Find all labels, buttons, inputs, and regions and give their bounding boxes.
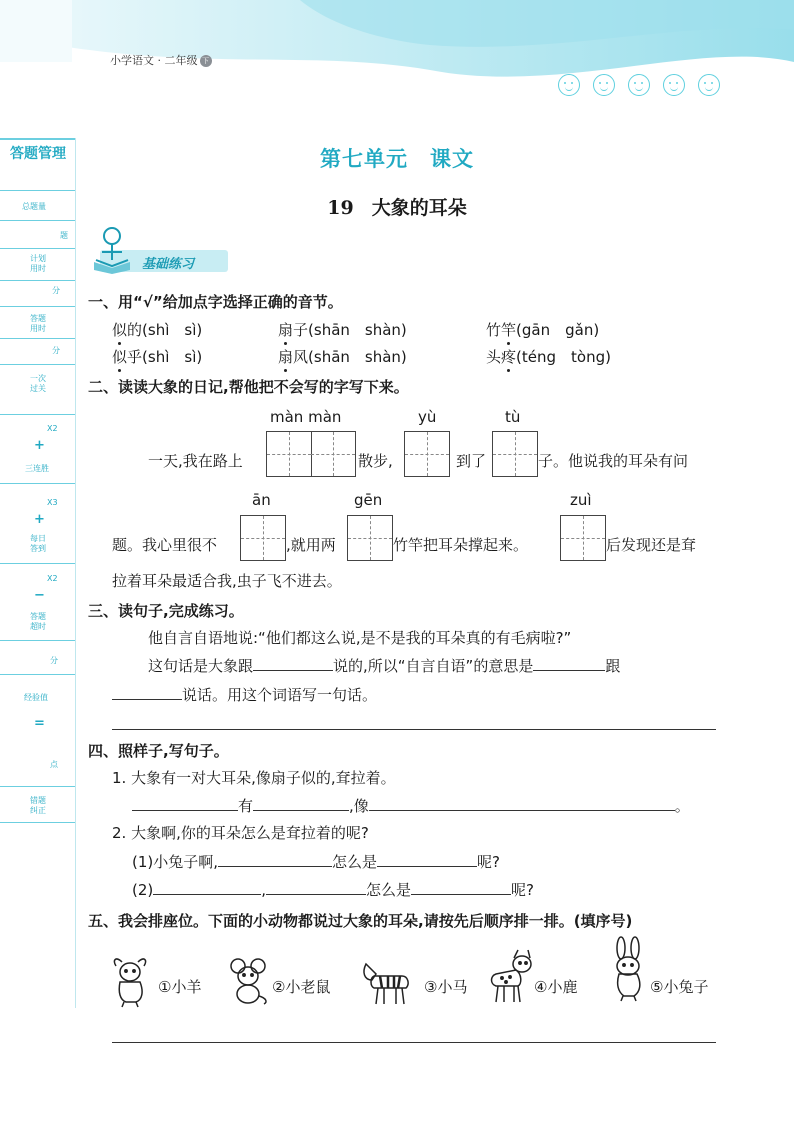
sidebar-unit: 分 bbox=[50, 656, 58, 665]
blank-3[interactable] bbox=[112, 685, 182, 700]
write-grid-tu[interactable] bbox=[492, 431, 538, 477]
sidebar-points: 点 bbox=[50, 760, 58, 769]
blank-8[interactable] bbox=[377, 852, 477, 867]
diary-line1-c: 到了 bbox=[456, 452, 487, 470]
q1-item-5: 扇风(shān shàn) bbox=[278, 348, 407, 366]
q1-item-6: 头疼(téng tòng) bbox=[486, 348, 611, 366]
sidebar-x2: X2 bbox=[47, 424, 58, 433]
diary-line2-d: 后发现还是耷 bbox=[606, 536, 697, 554]
q4-prompt: 四、照样子,写句子。 bbox=[88, 742, 229, 760]
q4-fill-3: (2) , 怎么是 呢? bbox=[132, 881, 535, 899]
lesson-title bbox=[0, 193, 794, 220]
smiley-icon bbox=[558, 74, 580, 96]
book-title: 小学语文 · 二年级 下册 bbox=[110, 52, 212, 68]
sidebar-daily-checkin: 每日答到 bbox=[30, 534, 46, 553]
sidebar-unit: 分 bbox=[52, 346, 60, 355]
q1-item-3: 竹竿(gān gǎn) bbox=[486, 321, 600, 339]
q1-item-1: 似的(shì sì) bbox=[112, 321, 203, 339]
sidebar-one-pass: 一次过关 bbox=[30, 374, 46, 393]
sidebar-streak: 三连胜 bbox=[25, 464, 49, 473]
q1-item-4: 似乎(shì sì) bbox=[112, 348, 203, 366]
smiley-icon bbox=[698, 74, 720, 96]
pinyin-gen: gēn bbox=[354, 491, 383, 509]
pinyin-tu: tù bbox=[505, 408, 521, 426]
animal-goat: ①小羊 bbox=[158, 978, 202, 996]
section-banner-label: 基础练习 bbox=[142, 257, 195, 272]
write-grid-manman[interactable] bbox=[266, 431, 356, 477]
sidebar-answer-time: 答题用时 bbox=[30, 314, 46, 333]
q4-example-1: 1. 大象有一对大耳朵,像扇子似的,耷拉着。 bbox=[112, 769, 396, 787]
answer-management-sidebar bbox=[0, 138, 76, 1008]
diary-line1-a: 一天,我在路上 bbox=[148, 452, 243, 470]
book-icon bbox=[88, 222, 136, 274]
unit-title: 第七单元 课文 bbox=[320, 147, 474, 171]
blank-9[interactable] bbox=[153, 880, 261, 895]
mouse-icon bbox=[226, 956, 270, 1006]
pinyin-manman: màn màn bbox=[270, 408, 342, 426]
q3-line1: 这句话是大象跟 说的,所以“自言自语”的意思是 跟 bbox=[148, 657, 621, 675]
blank-11[interactable] bbox=[411, 880, 511, 895]
q4-fill-1: 有 ,像 。 bbox=[132, 795, 690, 816]
plus-icon: + bbox=[34, 438, 45, 453]
q5-answer-line[interactable] bbox=[112, 1042, 716, 1043]
q1-prompt: 一、用“√”给加点字选择正确的音节。 bbox=[88, 293, 343, 311]
rabbit-icon bbox=[606, 936, 650, 1002]
sidebar-unit: 题 bbox=[60, 231, 68, 240]
sidebar-overtime: 答题超时 bbox=[30, 612, 46, 631]
write-grid-yu[interactable] bbox=[404, 431, 450, 477]
animal-mouse: ②小老鼠 bbox=[272, 978, 331, 996]
sidebar-error-correct: 错题纠正 bbox=[30, 796, 46, 815]
write-grid-zui[interactable] bbox=[560, 515, 606, 561]
sidebar-plan-time: 计划用时 bbox=[30, 254, 46, 273]
deer-icon bbox=[484, 944, 540, 1004]
q3-prompt: 三、读句子,完成练习。 bbox=[88, 602, 244, 620]
minus-icon: − bbox=[34, 588, 45, 603]
blank-6[interactable] bbox=[369, 796, 675, 811]
blank-7[interactable] bbox=[218, 852, 332, 867]
sidebar-x3: X3 bbox=[47, 498, 58, 507]
write-grid-gen[interactable] bbox=[347, 515, 393, 561]
sidebar-title: 答题管理 bbox=[10, 146, 66, 162]
smiley-icon bbox=[593, 74, 615, 96]
lesson-name: 大象的耳朵 bbox=[371, 197, 467, 219]
diary-line1-b: 散步, bbox=[358, 452, 393, 470]
blank-10[interactable] bbox=[266, 880, 366, 895]
blank-4[interactable] bbox=[132, 796, 238, 811]
q1-item-2: 扇子(shān shàn) bbox=[278, 321, 407, 339]
blank-2[interactable] bbox=[533, 656, 605, 671]
sidebar-exp: 经验值 bbox=[24, 693, 48, 702]
pinyin-zui: zuì bbox=[570, 491, 592, 509]
diary-line2-c: 竹竿把耳朵撑起来。 bbox=[393, 536, 529, 554]
diary-line3: 拉着耳朵最适合我,虫子飞不进去。 bbox=[112, 572, 342, 590]
smiley-row bbox=[558, 74, 733, 100]
smiley-icon bbox=[628, 74, 650, 96]
volume-badge: 下册 bbox=[200, 55, 212, 67]
q3-quote: 他自言自语地说:“他们都这么说,是不是我的耳朵真的有毛病啦?” bbox=[148, 629, 572, 647]
diary-line2-a: 题。我心里很不 bbox=[112, 536, 218, 554]
diary-line2-b: ,就用两 bbox=[286, 536, 336, 554]
animal-horse: ③小马 bbox=[424, 978, 468, 996]
sidebar-x2: X2 bbox=[47, 574, 58, 583]
pinyin-yu: yù bbox=[418, 408, 437, 426]
animal-deer: ④小鹿 bbox=[534, 978, 578, 996]
animal-rabbit: ⑤小兔子 bbox=[650, 978, 709, 996]
q3-writing-line[interactable] bbox=[112, 729, 716, 730]
q5-prompt: 五、我会排座位。下面的小动物都说过大象的耳朵,请按先后顺序排一排。(填序号) bbox=[88, 912, 633, 930]
q4-example-2: 2. 大象啊,你的耳朵怎么是耷拉着的呢? bbox=[112, 824, 369, 842]
q2-prompt: 二、读读大象的日记,帮他把不会写的字写下来。 bbox=[88, 378, 409, 396]
blank-1[interactable] bbox=[253, 656, 333, 671]
blank-5[interactable] bbox=[253, 796, 349, 811]
q4-fill-2: (1)小兔子啊, 怎么是 呢? bbox=[132, 853, 501, 871]
sidebar-unit: 分 bbox=[52, 286, 60, 295]
pinyin-an: ān bbox=[252, 491, 271, 509]
zebra-icon bbox=[358, 958, 418, 1008]
equals-icon: = bbox=[34, 716, 45, 731]
write-grid-an[interactable] bbox=[240, 515, 286, 561]
smiley-icon bbox=[663, 74, 685, 96]
q3-line2: 说话。用这个词语写一句话。 bbox=[112, 684, 377, 705]
goat-icon bbox=[108, 952, 154, 1008]
plus-icon: + bbox=[34, 512, 45, 527]
sidebar-total: 总题量 bbox=[22, 202, 46, 211]
lesson-number: 19 bbox=[327, 197, 354, 219]
diary-line1-d: 子。他说我的耳朵有问 bbox=[538, 452, 689, 470]
